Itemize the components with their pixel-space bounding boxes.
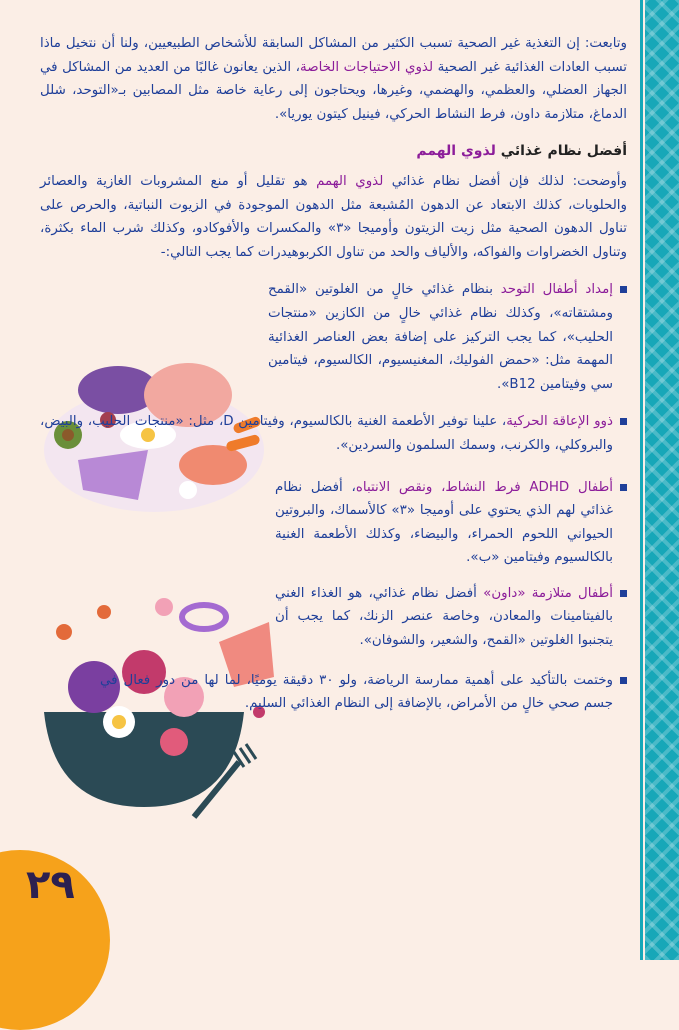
bullet-highlight: أطفال ADHD فرط النشاط، ونقص الانتباه	[355, 479, 613, 495]
diet-paragraph	[40, 170, 627, 264]
bullet-text: ، علينا توفير الأطعمة الغنية بالكالسيوم، وفيتامين D، مثل: «منتجات الحليب، والبيض، والبروكلي، والكرنب، وسمك السلمون والسردين».	[40, 414, 613, 453]
intro-paragraph	[40, 32, 627, 126]
bullet-highlight: ذوو الإعاقة الحركية	[506, 414, 613, 430]
page-number: ٢٩	[26, 862, 75, 908]
bullet-autism	[268, 278, 627, 396]
bullet-square-icon	[620, 418, 627, 425]
bullet-square-icon	[620, 484, 627, 491]
diet-text-b: هو تقليل أو منع المشروبات الغازية والعصائر والحلويات، كذلك الابتعاد عن الدهون المُشبعة مثل الدهون الموجودة في الزيوت النباتية، والحرص على تناول الدهون الصحية مثل زيت الزيتون وأوميجا «٣» والمكسرات والأفوكادو، وكذلك شرب الماء بكثرة، وتناول الخضراوات والفواكه، والألياف والحد من تناول الكربوهيدرات كما يجب التالي:-	[40, 173, 627, 260]
bullet-highlight: إمداد أطفال التوحد	[500, 282, 613, 298]
bullet-text: أفضل نظام غذائي، هو الغذاء الغني بالفيتامينات والمعادن، وخاصة عنصر الزنك، كما يجب أن يتجنبوا الغلوتين «القمح، والشعير، والشوفان».	[275, 585, 613, 649]
bullet-square-icon	[620, 590, 627, 597]
intro-text: وتابعت: إن التغذية غير الصحية تسبب الكثير من المشاكل السابقة للأشخاص الطبيعيين، ولنا أن نتخيل ماذا تسبب العادات الغذائية غير الصحية	[40, 36, 627, 75]
heading-highlight: لذوي الهمم	[416, 143, 496, 160]
decorative-border-strip	[645, 0, 679, 960]
intro-highlight: لذوي الاحتياجات الخاصة	[300, 59, 434, 75]
bullet-conclusion	[100, 669, 627, 716]
bullet-motor-disability	[40, 410, 627, 457]
bullet-square-icon	[620, 677, 627, 684]
heading-text: أفضل نظام غذائي	[500, 143, 627, 160]
bullet-down-syndrome	[275, 582, 627, 653]
bullet-adhd	[275, 476, 627, 570]
bullet-square-icon	[620, 286, 627, 293]
intro-text-rest: ، الذين يعانون غالبًا من العديد من المشاكل في الجهاز العضلي، والعظمي، والهضمي، وغيرها، ويحتاجون إلى رعاية خاصة مثل المصابين بـ«التوحد، شلل الدماغ، متلازمة داون، فرط النشاط الحركي، فينيل كيتون يوريا».	[40, 59, 627, 122]
bullet-text: بنظام غذائي خالٍ من الغلوتين «القمح ومشتقاته»، وكذلك نظام غذائي خالٍ من الكازين «منتجات الحليب»، كما يجب التركيز على إضافة بعض العناصر الغذائية المهمة مثل: «حمض الفوليك، المغنيسيوم، الكالسيوم، فيتامين سي وفيتامين B12».	[268, 282, 613, 392]
diet-text-a: وأوضحت: لذلك فإن أفضل نظام غذائي	[391, 173, 627, 189]
diet-highlight: لذوي الهمم	[316, 173, 384, 189]
decorative-border-line	[640, 0, 643, 960]
article-body	[40, 32, 627, 728]
bullet-text: وختمت بالتأكيد على أهمية ممارسة الرياضة، ولو ٣٠ دقيقة يوميًا، لما لها من دور فعال في جسم صحي خالٍ من الأمراض، بالإضافة إلى النظام الغذائي السليم.	[100, 672, 613, 712]
bullet-text: ، أفضل نظام غذائي لهم الذي يحتوي على أوميجا «٣» كالأسماك، والبروتين الحيواني اللحوم الحمراء، والبيضاء، وكذلك الأطعمة الغنية بالكالسيوم وفيتامين «ب».	[275, 479, 613, 566]
bullet-highlight: أطفال متلازمة «داون»	[483, 585, 613, 601]
section-heading	[40, 140, 627, 164]
